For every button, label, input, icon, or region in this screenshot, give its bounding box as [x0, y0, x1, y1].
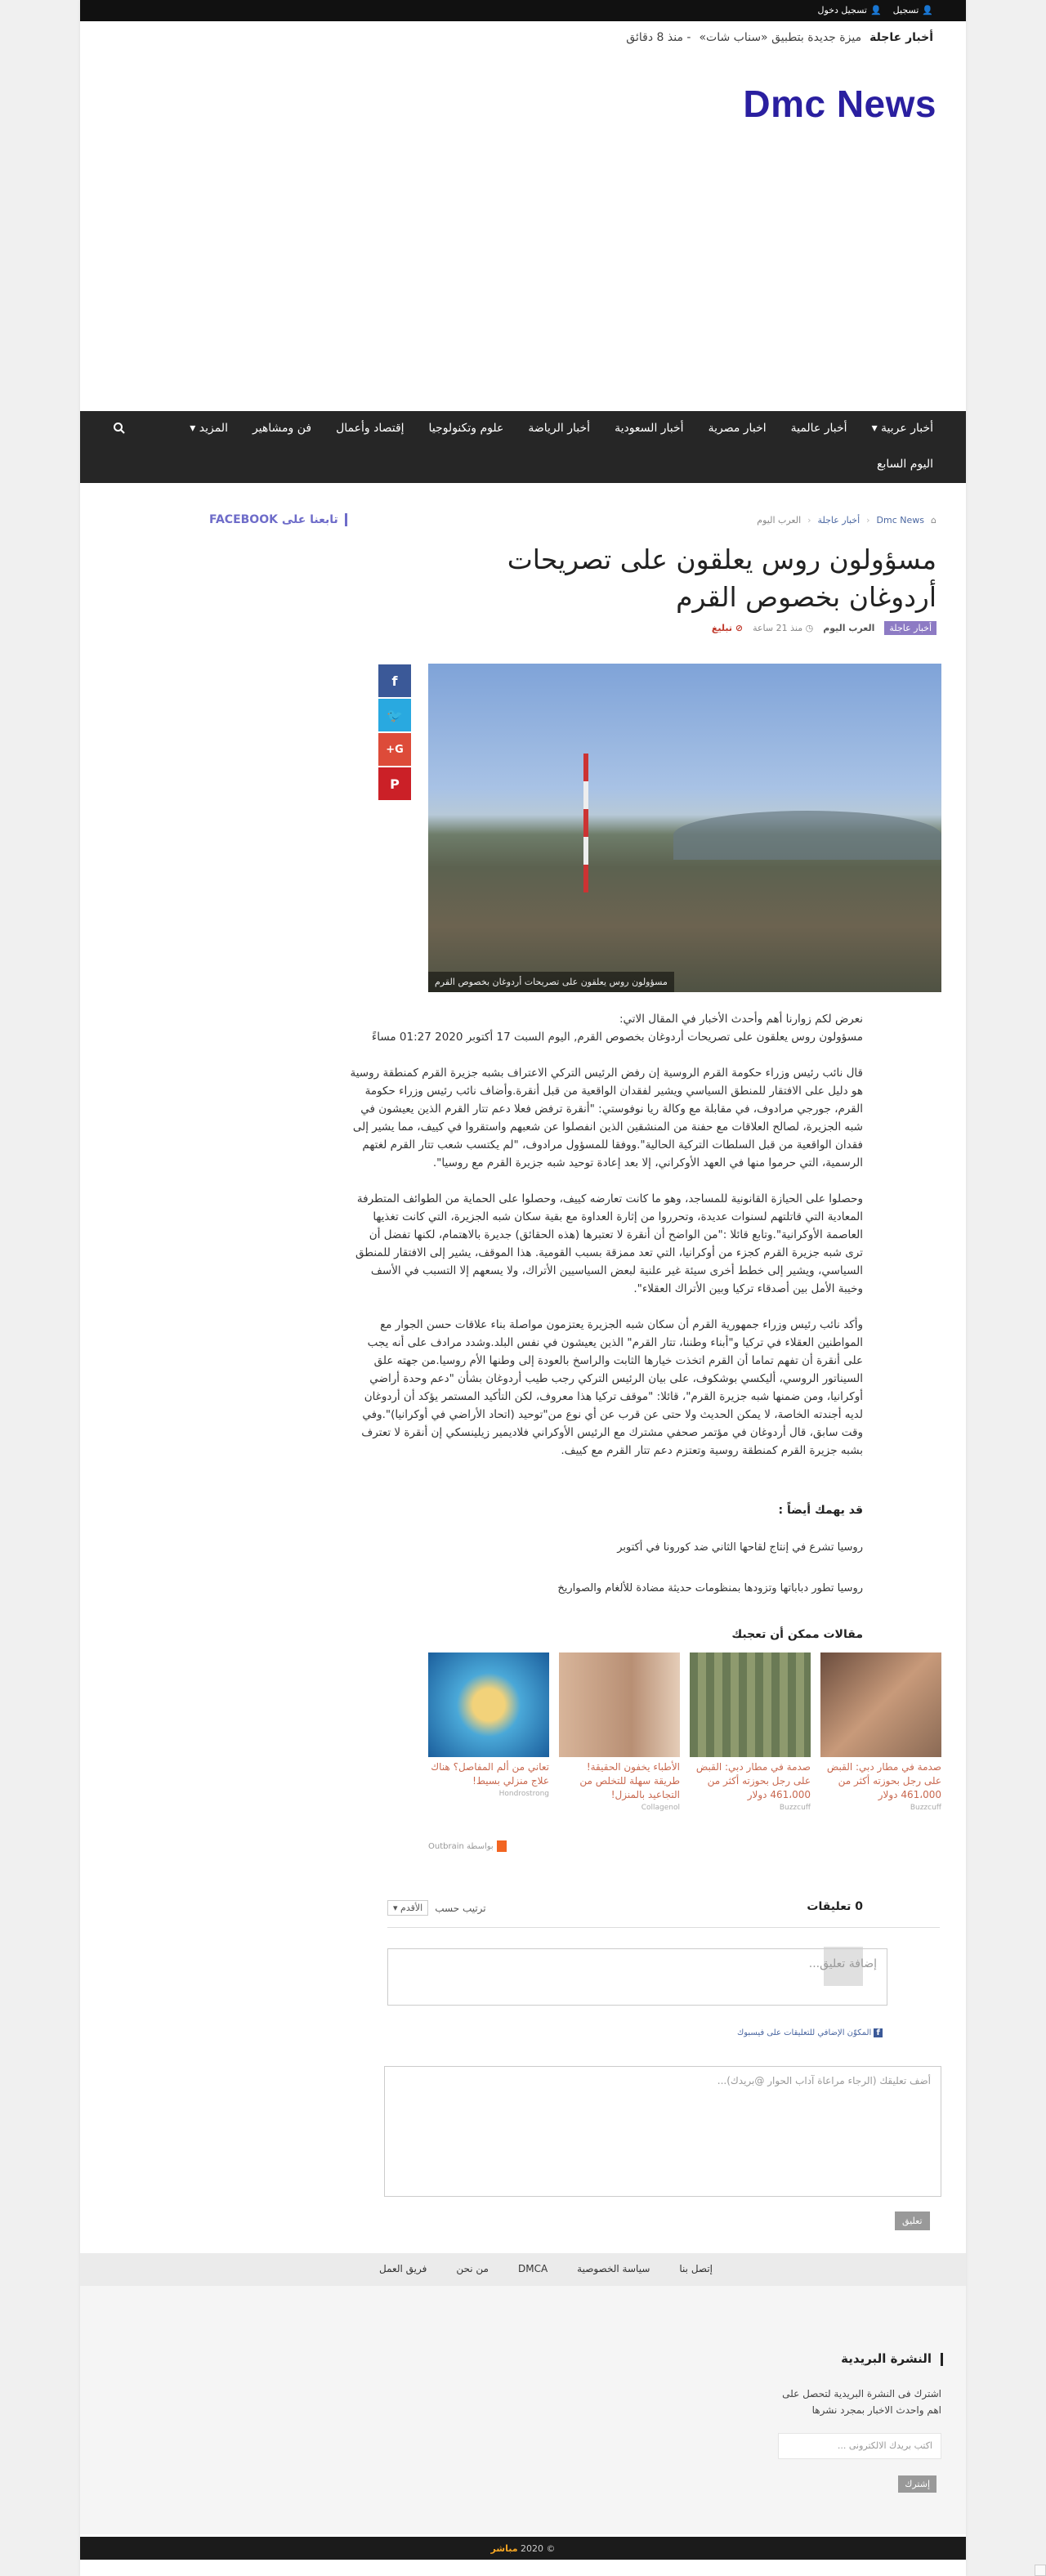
footer-link-about[interactable]: من نحن: [456, 2263, 489, 2274]
breadcrumb-item: العرب اليوم: [757, 515, 802, 525]
newsletter-description: اشترك فى النشرة البريدية لتحصل على اهم واحدث الاخبار بمجرد نشرها: [782, 2388, 941, 2416]
related-link[interactable]: روسيا تطور دباباتها وتزودها بمنظومات حديثة مضادة للألغام والصواريخ: [557, 1582, 863, 1594]
footer-link-dmca[interactable]: DMCA: [517, 2263, 548, 2274]
article-paragraph: وأكد نائب رئيس وزراء جمهورية القرم أن سكان شبه الجزيرة يعتزمون مواصلة بناء علاقات حسن الجوار مع المواطنين العقلاء في تركيا و"أبناء وطننا، تتار القرم" الذين يعيشون في نفس البلد.وشدد مرادف على أنه يجب على أنقرة أن تفهم تماما أن القرم اتخذت خيارها الثابت والراسخ بالعودة إلى وطنها الأم روسيا.من جهته علق السيناتور الروسي، أليكسي بوشكوف، على بيان الرئيس التركي رجب طيب أردوغان بشأن "دعم وحدة أراضي أوكرانيا، ومن ضمنها شبه جزيرة القرم"، قائلا: "موقف تركيا هذا معروف، لكن التأكيد المستمر يؤكد أن أردوغان لديه أجندته الخاصة، لا يمكن الحديث ولا حتى عن قرب عن أي نوع من"توحيد (اتحاد الأراضي في أوكرانيا)".وفي وقت سابق، قال أردوغان في مؤتمر صحفي مشترك مع الرئيس الأوكراني فلاديمير زيلينسكي إن أنقرة لا تعترف بشبه جزيرة القرم كمنطقة روسية وتعتزم دعم تتار القرم مع كييف.: [361, 1318, 863, 1457]
email-field[interactable]: اكتب بريدك الالكترونى ...: [778, 2433, 941, 2459]
recommended-card[interactable]: الأطباء يخفون الحقيقة! طريقة سهلة للتخلص من التجاعيد بالمنزل! Collagenol: [559, 1652, 680, 1812]
footer-link-team[interactable]: فريق العمل: [379, 2263, 427, 2274]
ticker-headline[interactable]: ميزة جديدة بتطبيق «سناب شات»: [699, 31, 862, 44]
comments-sort: ترتيب حسب الأقدم ▾: [387, 1900, 486, 1916]
recommended-card[interactable]: صدمة في مطار دبي: القبض على رجل بحوزته أكثر من 461،000 دولار Buzzcuff: [820, 1652, 941, 1812]
footer-brand[interactable]: مباشر: [490, 2543, 518, 2554]
article-image: [428, 664, 941, 992]
article-body: [350, 1010, 863, 1478]
ticker-label: أخبار عاجلة: [869, 31, 933, 44]
nav-item-more[interactable]: المزيد ▾: [190, 422, 228, 435]
home-icon[interactable]: ⌂: [931, 515, 936, 525]
ticker-time: - منذ 8 دقائق: [626, 31, 691, 44]
nav-item-economy[interactable]: إقتصاد وأعمال: [336, 422, 405, 435]
facebook-comments-plugin-link[interactable]: f المكوّن الإضافي للتعليقات على فيسبوك: [737, 2028, 883, 2037]
article-time: ◷ منذ 21 ساعة: [753, 623, 814, 633]
article-paragraph: قال نائب رئيس وزراء حكومة القرم الروسية إن رفض الرئيس التركي الاعتراف بشبه جزيرة القرم كمنطقة روسية هو دليل على الافتقار للمنطق السياسي ويشير لفقدان الواقعية من قبل أنقرة.وأضاف نائب رئيس وزراء حكومة القرم، جورجي مرادوف، في مقابلة مع وكالة ريا نوفوستي: "أنقرة ترفض فعلا دعم تتار القرم الذين يعيشون في شبه الجزيرة، لصالح العلاقات مع حفنة من المنشقين الذين انفصلوا عن شعبهم واستقروا في كييف، مما يشير إلى فقدان الواقعية من قبل السلطات التركية الحالية".ووفقا للمسؤول مرادوف، "لم يكتسب شعب تتار القرم لغتهم الرسمية، التي حرموا منها في العهد الأوكراني، إلا بعد إعادة توحيد شبه جزيرة القرم مع روسيا".: [350, 1067, 863, 1169]
nav-item-sports[interactable]: أخبار الرياضة: [528, 422, 591, 435]
article-paragraph: وحصلوا على الحيازة القانونية للمساجد، وهو ما كانت تعارضه كييف، وحصلوا على الحماية من الطوائف المتطرفة المعادية التي قاتلتهم لسنوات عديدة، وتحرروا من إثارة العداوة مع بقية سكان شبه الجزيرة، التي كانت تغذيها العاصمة الأوكرانية".وتابع قائلا :"من الواضح أن أنقرة لا تعتبرها (هذه الحقائق) جديرة بالاهتمام، لكنها تفضل أن ترى شبه جزيرة القرم كجزء من أوكرانيا، التي تعد ممزقة بسبب القومية. هذا الموقف، يشير إلى الافتقار للمنطق السياسي، ويشير إلى خطط أخرى سيئة غير علنية لبعض السياسيين الأتراك، ولا يسعهم إلا التسبب في الأسف وخيبة الأمل بين أصدقاء تركيا وبين الأتراك العقلاء".: [355, 1192, 863, 1295]
facebook-icon[interactable]: f: [378, 664, 411, 697]
article-intro-date: مسؤولون روس يعلقون على تصريحات أردوغان بخصوص القرم, اليوم السبت 17 أكتوبر 2020 01:27 مساءً: [371, 1031, 863, 1044]
top-bar: [80, 0, 966, 21]
footer-link-privacy[interactable]: سياسة الخصوصية: [577, 2263, 650, 2274]
outbrain-credit[interactable]: بواسطة Outbrain: [428, 1840, 507, 1852]
nav-item-egypt-news[interactable]: اخبار مصرية: [708, 422, 767, 435]
tv-tower-graphic: [583, 754, 588, 892]
submit-comment-button[interactable]: تعليق: [895, 2212, 930, 2230]
twitter-icon[interactable]: 🐦: [378, 699, 411, 731]
breadcrumb-item[interactable]: Dmc News: [876, 515, 925, 525]
related-heading: قد يهمك أيضاً :: [778, 1504, 863, 1517]
sort-select[interactable]: الأقدم ▾: [387, 1900, 428, 1916]
nav-item-saudi-news[interactable]: أخبار السعودية: [615, 422, 684, 435]
corner-image-icon: [1035, 2565, 1046, 2576]
footer-link-contact[interactable]: إتصل بنا: [679, 2263, 713, 2274]
page-wrapper: [80, 0, 966, 2576]
facebook-icon: f: [874, 2028, 882, 2037]
recommended-cards: [428, 1652, 941, 1812]
main-nav: [80, 411, 966, 483]
pinterest-icon[interactable]: P: [378, 767, 411, 800]
user-plus-icon: 👤: [922, 5, 933, 16]
comment-input[interactable]: إضافة تعليق...: [387, 1948, 887, 2006]
breadcrumb-item[interactable]: أخبار عاجلة: [817, 515, 860, 525]
breaking-news-ticker: [626, 31, 933, 44]
nav-item-arab-news[interactable]: أخبار عربية ▾: [871, 422, 933, 435]
google-plus-icon[interactable]: G+: [378, 733, 411, 766]
article-source: العرب اليوم: [823, 623, 875, 633]
recommended-card[interactable]: صدمة في مطار دبي: القبض على رجل بحوزته أكثر من 461،000 دولار Buzzcuff: [690, 1652, 811, 1812]
newsletter-heading: النشرة البريدية: [841, 2351, 932, 2366]
share-bar: [378, 664, 411, 802]
outbrain-logo-icon: [497, 1840, 507, 1852]
comments-count: 0 تعليقات: [807, 1900, 863, 1913]
category-tag[interactable]: أخبار عاجلة: [884, 621, 936, 635]
divider: [387, 1927, 940, 1928]
related-link[interactable]: روسيا تشرع في إنتاج لقاحها الثاني ضد كورونا في أكتوبر: [617, 1541, 863, 1554]
site-logo[interactable]: Dmc News: [743, 83, 936, 125]
article-title: مسؤولون روس يعلقون على تصريحات أردوغان بخصوص القرم: [507, 543, 936, 613]
nav-item-tech[interactable]: علوم وتكنولوجيا: [428, 422, 504, 435]
recommended-heading: مقالات ممكن أن تعجبك: [731, 1628, 863, 1641]
nav-item-youm7[interactable]: اليوم السابع: [877, 458, 933, 471]
article-meta: [712, 621, 936, 635]
nav-item-celebrities[interactable]: فن ومشاهير: [252, 422, 312, 435]
nav-item-world-news[interactable]: أخبار عالمية: [790, 422, 847, 435]
user-icon: 👤: [869, 5, 882, 16]
register-link[interactable]: 👤 تسجيل: [892, 5, 933, 16]
footer-bar: [80, 2537, 966, 2560]
login-link[interactable]: 👤 تسجيل دخول: [817, 5, 882, 16]
newsletter-section: [80, 2286, 966, 2534]
image-caption: مسؤولون روس يعلقون على تصريحات أردوغان بخصوص القرم: [428, 972, 674, 992]
follow-facebook-heading[interactable]: تابعنا على FACEBOOK: [209, 513, 347, 526]
subscribe-button[interactable]: إشترك: [898, 2475, 936, 2493]
footer-year: © 2020: [521, 2543, 556, 2554]
comment-textarea[interactable]: أضف تعليقك (الرجاء مراعاة آداب الحوار @بريدك)...: [384, 2066, 941, 2197]
recommended-card[interactable]: تعاني من ألم المفاصل؟ هناك علاج منزلي بسيط! Hondrostrong: [428, 1652, 549, 1798]
footer-nav: [80, 2253, 966, 2286]
report-link[interactable]: ⊘ تبليغ: [711, 623, 744, 633]
article-intro: نعرض لكم زوارنا أهم وأحدث الأخبار في المقال الاتي:: [619, 1013, 863, 1026]
breadcrumb: ⌂ Dmc News ‹ أخبار عاجلة ‹ العرب اليوم: [757, 515, 936, 525]
search-icon[interactable]: [113, 422, 126, 435]
